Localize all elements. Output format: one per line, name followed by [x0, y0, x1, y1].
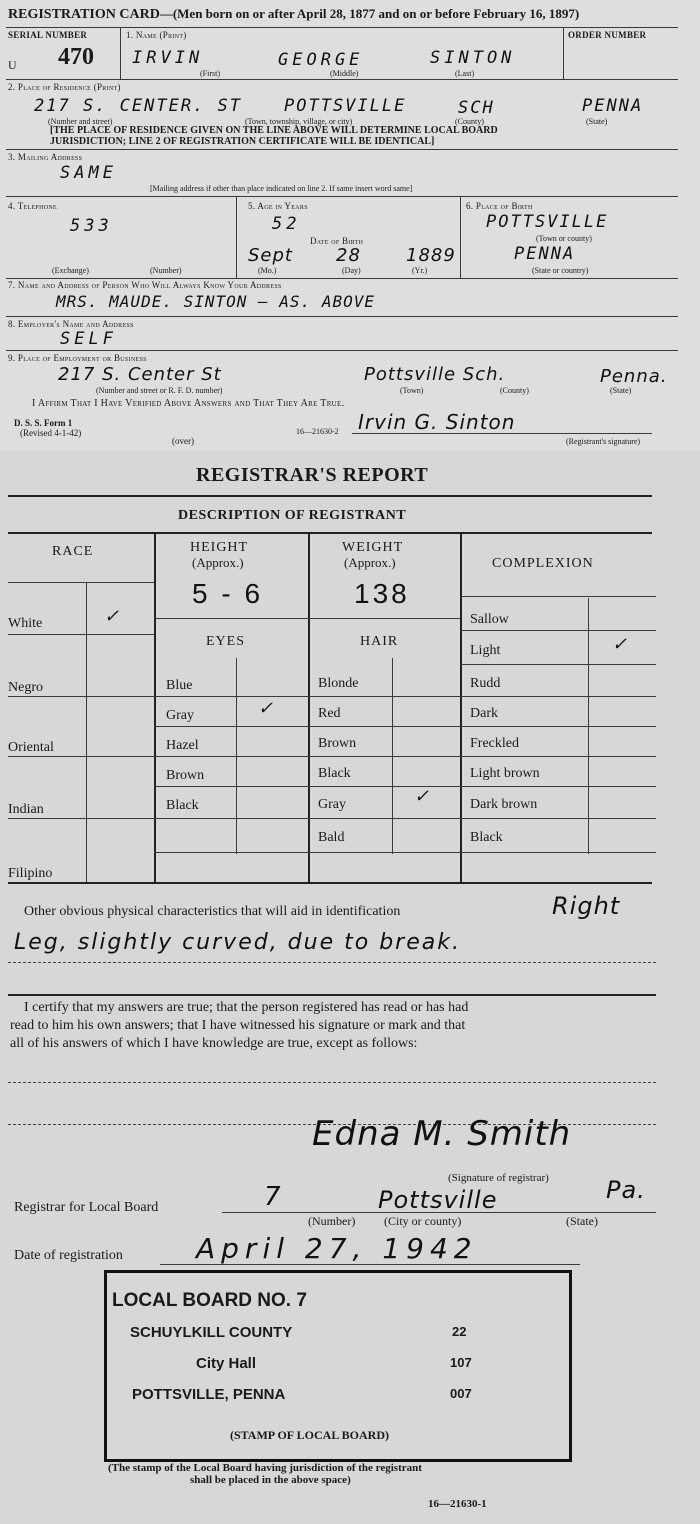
certify-line-3: all of his answers of which I have knowledge are true, except as follows: — [10, 1036, 418, 1051]
telephone-value: 533 — [70, 216, 113, 236]
divider — [6, 316, 678, 317]
divider — [6, 79, 678, 80]
mailing-caption: [Mailing address if other than place indicated on line 2. If same insert word same] — [150, 184, 413, 193]
complexion-black: Black — [470, 830, 503, 845]
divider — [236, 196, 237, 278]
caption-board-number: (Number) — [308, 1214, 356, 1228]
divider — [460, 196, 461, 278]
date-label: Date of registration — [14, 1248, 123, 1263]
table-line — [8, 818, 154, 819]
stamp-line-3: City Hall — [196, 1355, 257, 1372]
certify-line-1: I certify that my answers are true; that the person registered has read or has had — [24, 1000, 469, 1015]
card-title — [8, 6, 579, 23]
height-header: HEIGHT — [190, 540, 249, 555]
caption-state: (State) — [586, 117, 608, 126]
board-city: Pottsville — [378, 1186, 498, 1214]
last-name: SINTON — [430, 48, 516, 68]
divider — [6, 278, 678, 279]
table-line — [460, 726, 656, 727]
employment-town: Pottsville Sch. — [364, 364, 506, 385]
eyes-brown: Brown — [166, 768, 205, 783]
eyes-header: EYES — [206, 634, 245, 649]
table-line — [460, 756, 656, 757]
complexion-light: Light — [470, 643, 501, 658]
first-name: IRVIN — [132, 48, 204, 68]
eyes-gray: Gray — [166, 708, 194, 723]
hair-bald: Bald — [318, 830, 345, 845]
eyes-blue: Blue — [166, 678, 193, 693]
race-negro: Negro — [8, 680, 43, 695]
birthplace-label: 6. Place of Birth — [466, 201, 533, 211]
divider — [8, 882, 652, 884]
table-line — [308, 852, 460, 853]
dob-month: Sept — [248, 245, 293, 266]
card-title-text: REGISTRATION CARD — [8, 7, 160, 22]
eyes-black: Black — [166, 798, 199, 813]
caption-birth-state: (State or country) — [532, 266, 589, 275]
serial-prefix: U — [8, 58, 17, 72]
complexion-light-brown: Light brown — [470, 766, 540, 781]
caption-first: (First) — [200, 69, 220, 78]
residence-town: POTTSVILLE — [284, 96, 407, 116]
table-line — [8, 696, 154, 697]
caption-employment-county: (County) — [500, 386, 529, 395]
card-subtitle: —(Men born on or after April 28, 1877 and on or before February 16, 1897) — [159, 6, 580, 21]
eyes-hazel: Hazel — [166, 738, 199, 753]
divider — [8, 532, 652, 534]
complexion-dark-brown: Dark brown — [470, 797, 538, 812]
weight-approx: (Approx.) — [344, 555, 396, 570]
dashed-line — [8, 1082, 656, 1083]
table-line — [154, 618, 460, 619]
caption-last: (Last) — [455, 69, 475, 78]
caption-employment-street: (Number and street or R. F. D. number) — [96, 386, 223, 395]
other-label: Other obvious physical characteristics that will aid in identification — [24, 904, 401, 919]
caption-employment-town: (Town) — [400, 386, 424, 395]
caption-registrant-signature: (Registrant's signature) — [566, 437, 641, 446]
hair-blonde: Blonde — [318, 676, 359, 691]
stamp-line-4: POTTSVILLE, PENNA — [132, 1386, 286, 1403]
dashed-line — [8, 962, 656, 963]
divider — [120, 27, 121, 79]
registrar-signature: Edna M. Smith — [312, 1114, 572, 1154]
birthplace-town: POTTSVILLE — [486, 212, 609, 232]
table-line — [308, 532, 310, 882]
race-oriental: Oriental — [8, 740, 54, 755]
complexion-freckled: Freckled — [470, 736, 519, 751]
complexion-check: ✓ — [612, 634, 628, 654]
table-line — [154, 532, 156, 882]
caption-day: (Day) — [342, 266, 361, 275]
registrant-signature: Irvin G. Sinton — [358, 410, 516, 434]
order-number-label: ORDER NUMBER — [568, 30, 647, 40]
residence-state: PENNA — [582, 96, 644, 116]
middle-name: GEORGE — [278, 50, 364, 70]
form-line-2: (Revised 4-1-42) — [20, 428, 82, 438]
eyes-check: ✓ — [258, 698, 274, 718]
table-line — [8, 582, 154, 583]
telephone-label: 4. Telephone — [8, 201, 57, 211]
caption-town: (Town, township, village, or city) — [245, 117, 353, 126]
hair-black: Black — [318, 766, 351, 781]
employment-state: Penna. — [600, 366, 668, 387]
description-title: DESCRIPTION OF REGISTRANT — [178, 508, 407, 523]
hair-brown: Brown — [318, 736, 357, 751]
race-filipino: Filipino — [8, 866, 53, 881]
table-line — [460, 786, 656, 787]
caption-middle: (Middle) — [330, 69, 359, 78]
caption-exchange: (Exchange) — [52, 266, 89, 275]
caption-street: (Number and street) — [48, 117, 113, 126]
report-title: REGISTRAR'S REPORT — [196, 464, 429, 486]
table-line — [154, 696, 308, 697]
residence-label: 2. Place of Residence (Print) — [8, 82, 121, 92]
caption-employment-state: (State) — [610, 386, 632, 395]
table-line — [460, 596, 656, 597]
height-approx: (Approx.) — [192, 555, 244, 570]
serial-label: SERIAL NUMBER — [8, 30, 88, 40]
divider — [563, 27, 564, 79]
divider — [8, 994, 656, 996]
race-indian: Indian — [8, 802, 44, 817]
board-state: Pa. — [606, 1176, 646, 1204]
age-label: 5. Age in Years — [248, 201, 308, 211]
caption-county: (County) — [455, 117, 484, 126]
other-value-1: Right — [552, 892, 621, 920]
table-line — [308, 818, 460, 819]
contact-value: MRS. MAUDE. SINTON – AS. ABOVE — [56, 292, 375, 311]
employer-label: 8. Employer's Name and Address — [8, 319, 134, 329]
affirm-text: I Affirm That I Have Verified Above Answers and That They Are True. — [32, 398, 345, 409]
table-line — [460, 664, 656, 665]
table-line — [460, 532, 462, 882]
caption-mo: (Mo.) — [258, 266, 277, 275]
bottom-form-code: 16—21630-1 — [428, 1498, 487, 1510]
caption-board-state: (State) — [566, 1214, 598, 1228]
signature-line — [222, 1212, 656, 1213]
registrar-board-label: Registrar for Local Board — [14, 1200, 159, 1215]
stamp-line-3-number: 107 — [450, 1355, 472, 1370]
caption-number: (Number) — [150, 266, 182, 275]
stamp-line-2: SCHUYLKILL COUNTY — [130, 1324, 293, 1341]
table-line — [154, 852, 308, 853]
complexion-sallow: Sallow — [470, 612, 509, 627]
employer-value: SELF — [60, 329, 117, 349]
hair-header: HAIR — [360, 634, 399, 649]
stamp-caption: (STAMP OF LOCAL BOARD) — [230, 1428, 390, 1442]
form-line-1: D. S. S. Form 1 — [14, 418, 73, 428]
table-line — [8, 756, 154, 757]
hair-red: Red — [318, 706, 341, 721]
dob-label: Date of Birth — [310, 236, 364, 246]
divider — [8, 495, 652, 497]
complexion-header: COMPLEXION — [492, 556, 594, 571]
table-line — [154, 756, 308, 757]
caption-board-city: (City or county) — [384, 1214, 462, 1228]
table-line — [308, 726, 460, 727]
residence-street: 217 S. CENTER. ST — [34, 96, 242, 116]
signature-line — [160, 1264, 580, 1265]
divider — [6, 149, 678, 150]
residence-county: SCH — [458, 98, 495, 118]
dob-year: 1889 — [406, 245, 456, 266]
table-line — [8, 634, 154, 635]
divider — [6, 350, 678, 351]
complexion-dark: Dark — [470, 706, 498, 721]
form-over: (over) — [172, 436, 194, 446]
divider — [6, 27, 678, 28]
form-code: 16—21630-2 — [296, 427, 339, 436]
signature-line — [352, 433, 652, 434]
divider — [6, 196, 678, 197]
certify-line-2: read to him his own answers; that I have witnessed his signature or mark and that — [10, 1018, 466, 1033]
table-line — [154, 818, 308, 819]
employment-street: 217 S. Center St — [58, 364, 222, 385]
residence-note-1: [THE PLACE OF RESIDENCE GIVEN ON THE LINE ABOVE WILL DETERMINE LOCAL BOARD — [50, 125, 498, 136]
caption-birth-town: (Town or county) — [536, 234, 592, 243]
employment-label: 9. Place of Employment or Business — [8, 353, 147, 363]
race-white: White — [8, 616, 43, 631]
table-line — [86, 582, 87, 882]
hair-check: ✓ — [414, 786, 430, 806]
serial-number: 470 — [58, 44, 94, 70]
residence-note-2: JURISDICTION; LINE 2 OF REGISTRATION CERTIFICATE WILL BE IDENTICAL] — [50, 136, 435, 147]
table-line — [460, 818, 656, 819]
race-header: RACE — [52, 544, 94, 559]
stamp-line-2-number: 22 — [452, 1324, 467, 1339]
contact-label: 7. Name and Address of Person Who Will Always Know Your Address — [8, 280, 282, 290]
hair-gray: Gray — [318, 797, 346, 812]
weight-header: WEIGHT — [342, 540, 404, 555]
table-line — [460, 852, 656, 853]
table-line — [460, 630, 656, 631]
mailing-value: SAME — [60, 163, 117, 183]
stamp-note-1: (The stamp of the Local Board having jurisdiction of the registrant — [108, 1462, 422, 1474]
caption-registrar-signature: (Signature of registrar) — [448, 1172, 549, 1184]
table-line — [460, 696, 656, 697]
name-label: 1. Name (Print) — [126, 30, 187, 40]
stamp-note-2: shall be placed in the above space) — [190, 1474, 351, 1486]
dob-day: 28 — [336, 245, 361, 266]
caption-yr: (Yr.) — [412, 266, 428, 275]
board-number: 7 — [264, 1182, 282, 1212]
table-line — [308, 756, 460, 757]
height-value: 5 - 6 — [192, 578, 264, 609]
other-value-2: Leg, slightly curved, due to break. — [14, 930, 461, 955]
table-line — [308, 786, 460, 787]
table-line — [308, 696, 460, 697]
race-check: ✓ — [104, 606, 120, 626]
stamp-line-4-number: 007 — [450, 1386, 472, 1401]
weight-value: 138 — [354, 578, 410, 609]
complexion-rudd: Rudd — [470, 676, 501, 691]
birthplace-state: PENNA — [514, 244, 576, 264]
date-value: April 27, 1942 — [196, 1232, 478, 1265]
stamp-line-1: LOCAL BOARD NO. 7 — [112, 1290, 307, 1311]
mailing-label: 3. Mailing Address — [8, 152, 83, 162]
age-value: 52 — [272, 214, 301, 234]
table-line — [154, 726, 308, 727]
table-line — [154, 786, 308, 787]
